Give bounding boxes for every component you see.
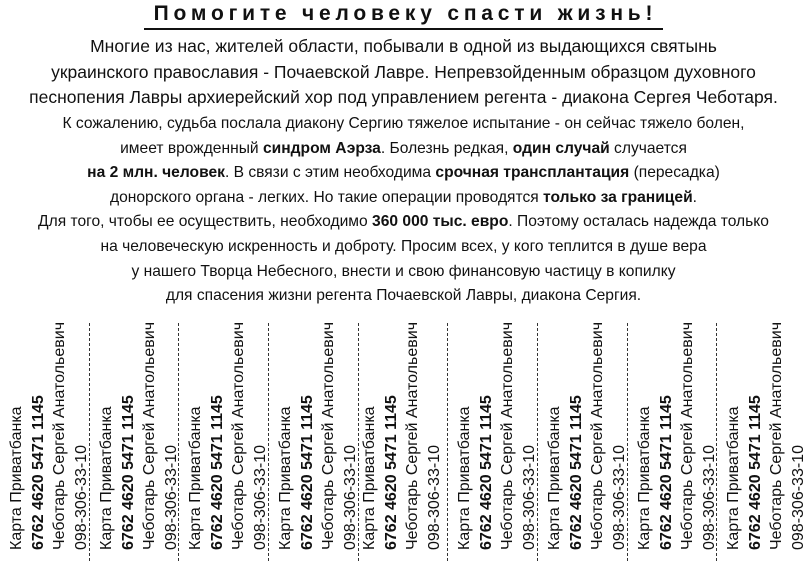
appeal-line: [0, 210, 807, 235]
tear-off-tab[interactable]: [179, 315, 269, 564]
appeal-line: у нашего Творца Небесного, внести и свою финансовую частицу в копилку: [131, 262, 676, 280]
intro-line: Многие из нас, жителей области, побывали в одной из выдающихся святынь: [90, 36, 717, 56]
bank-name: Карта Приватбанка: [97, 406, 115, 550]
appeal-line: [0, 137, 807, 162]
tear-off-tab[interactable]: [359, 315, 449, 564]
card-number: 6762 4620 5471 1145: [298, 395, 316, 550]
card-holder: Чеботарь Сергей Анатольевич: [499, 321, 517, 550]
bank-name: Карта Приватбанка: [187, 406, 205, 550]
card-holder: Чеботарь Сергей Анатольевич: [140, 321, 158, 550]
text: имеет врожденный: [120, 139, 263, 157]
bank-name: Карта Приватбанка: [8, 406, 25, 550]
rarity: один случай: [512, 139, 610, 157]
phone-number: 098-306-33-10: [789, 445, 807, 550]
appeal-line: [0, 186, 807, 211]
card-holder: Чеботарь Сергей Анатольевич: [678, 321, 696, 550]
bank-name: Карта Приватбанка: [456, 406, 474, 550]
text: (пересадка): [629, 164, 720, 182]
text: . Поэтому осталась надежда только: [508, 213, 769, 231]
cut-line: [268, 323, 269, 561]
intro-paragraph: [0, 34, 807, 111]
transplant: срочная трансплантация: [435, 164, 630, 182]
card-number: 6762 4620 5471 1145: [382, 395, 400, 550]
card-number: 6762 4620 5471 1145: [208, 395, 226, 550]
phone-number: 098-306-33-10: [610, 445, 628, 550]
cut-line: [716, 323, 717, 561]
cut-line: [358, 323, 359, 561]
card-number: 6762 4620 5471 1145: [567, 395, 585, 550]
cut-line: [627, 323, 628, 561]
cut-line: [537, 323, 538, 561]
cut-line: [178, 323, 179, 561]
phone-number: 098-306-33-10: [162, 445, 180, 550]
card-holder: Чеботарь Сергей Анатольевич: [51, 321, 68, 550]
tear-off-tab[interactable]: [448, 315, 538, 564]
tear-off-tab[interactable]: [269, 315, 359, 564]
amount: 360 000 тыс. евро: [372, 213, 509, 231]
appeal-line: на человеческую искренность и доброту. Просим всех, у кого теплится в душе вера: [100, 237, 707, 255]
card-holder: Чеботарь Сергей Анатольевич: [230, 321, 248, 550]
bank-name: Карта Приватбанка: [635, 406, 653, 550]
text: . В связи с этим необходима: [224, 164, 436, 182]
tear-off-tab[interactable]: [717, 315, 807, 564]
rarity-count: на 2 млн. человек: [87, 164, 225, 182]
card-number: 6762 4620 5471 1145: [29, 395, 47, 550]
card-holder: Чеботарь Сергей Анатольевич: [768, 321, 786, 550]
cut-line: [89, 323, 90, 561]
headline: Помогите человеку спасти жизнь!: [144, 0, 664, 30]
appeal-line: К сожалению, судьба послала диакону Сергию тяжелое испытание - он сейчас тяжело болен,: [62, 115, 745, 132]
card-holder: Чеботарь Сергей Анатольевич: [589, 321, 606, 550]
card-holder: Чеботарь Сергей Анатольевич: [403, 321, 421, 550]
appeal-line: [0, 161, 807, 186]
card-number: 6762 4620 5471 1145: [119, 395, 137, 550]
card-number: 6762 4620 5471 1145: [477, 395, 495, 550]
text: случается: [609, 139, 687, 157]
phone-number: 098-306-33-10: [251, 445, 269, 550]
appeal-line: для спасения жизни регента Почаевской Лавры, диакона Сергия.: [165, 287, 642, 305]
phone-number: 098-306-33-10: [425, 445, 443, 550]
bank-name: Карта Приватбанка: [360, 406, 378, 550]
phone-number: 098-306-33-10: [341, 445, 359, 550]
tear-off-tab[interactable]: [538, 315, 628, 564]
phone-number: 098-306-33-10: [72, 445, 90, 550]
card-holder: Чеботарь Сергей Анатольевич: [320, 321, 337, 550]
tear-off-tabs: [0, 315, 807, 564]
appeal-paragraph: [0, 112, 807, 309]
page-title: [0, 0, 807, 34]
syndrome-name: синдром Аэрза: [262, 139, 381, 157]
text: . Болезнь редкая,: [380, 139, 513, 157]
card-number: 6762 4620 5471 1145: [746, 395, 764, 550]
cut-line: [447, 323, 448, 561]
abroad-only: только за границей: [543, 188, 693, 206]
card-number: 6762 4620 5471 1145: [657, 395, 675, 550]
tear-off-tab[interactable]: [0, 315, 90, 564]
tear-off-tab[interactable]: [628, 315, 718, 564]
bank-name: Карта Приватбанка: [277, 406, 294, 550]
intro-line: украинского православия - Почаевской Лавре. Непревзойденным образцом духовного: [51, 61, 756, 82]
phone-number: 098-306-33-10: [520, 445, 538, 550]
bank-name: Карта Приватбанка: [725, 406, 743, 550]
intro-line: песнопения Лавры архиерейский хор под управлением регента - диакона Сергея Чеботаря.: [29, 87, 778, 107]
bank-name: Карта Приватбанка: [546, 406, 563, 550]
phone-number: 098-306-33-10: [700, 445, 718, 550]
text: Для того, чтобы ее осуществить, необходимо: [38, 213, 373, 231]
text: донорского органа - легких. Но такие операции проводятся: [109, 188, 544, 206]
tear-off-tab[interactable]: [90, 315, 180, 564]
text: .: [692, 188, 698, 206]
